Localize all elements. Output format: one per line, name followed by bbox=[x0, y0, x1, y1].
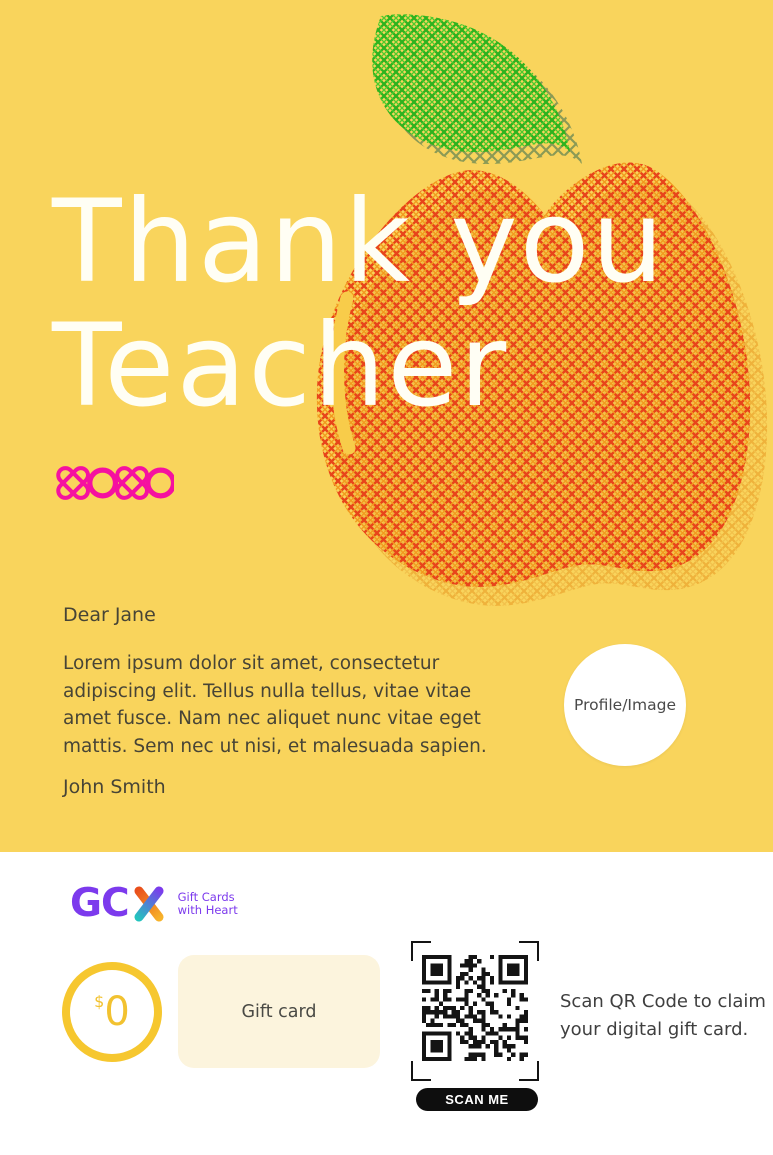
qr-corner-bracket bbox=[519, 1061, 539, 1081]
message-text bbox=[63, 650, 487, 760]
leaf bbox=[372, 14, 570, 152]
qr-instruction-line2: your digital gift card. bbox=[560, 1018, 749, 1040]
page-title bbox=[52, 175, 666, 432]
xoxo-icon bbox=[56, 461, 174, 505]
gcx-x-mark-icon bbox=[127, 882, 171, 926]
qr-instruction-line1: Scan QR Code to claim bbox=[560, 991, 766, 1012]
gift-card-button[interactable] bbox=[178, 955, 380, 1068]
logo-tagline bbox=[178, 891, 238, 918]
message-line: amet fusce. Nam nec aliquet nunc vitae eget bbox=[63, 708, 481, 729]
scan-me-button[interactable] bbox=[416, 1088, 538, 1111]
title-line-2: Teacher bbox=[52, 299, 509, 432]
gift-amount-badge bbox=[62, 962, 162, 1062]
message-line: mattis. Sem nec ut nisi, et malesuada sapien. bbox=[63, 735, 487, 757]
amount-value: 0 bbox=[104, 989, 130, 1035]
sender-name: John Smith bbox=[63, 776, 166, 798]
logo-tagline-line2: with Heart bbox=[177, 903, 238, 917]
qr-instruction bbox=[560, 988, 766, 1043]
title-line-1: Thank you bbox=[52, 175, 666, 308]
qr-code[interactable] bbox=[422, 955, 528, 1061]
logo-wordmark: GC bbox=[70, 881, 129, 926]
footer-section bbox=[0, 852, 773, 1155]
logo-tagline-line1: Gift Cards bbox=[177, 889, 235, 904]
message-line: Lorem ipsum dolor sit amet, consectetur bbox=[63, 653, 440, 674]
gift-card-label: Gift card bbox=[241, 1001, 317, 1022]
currency-symbol: $ bbox=[94, 992, 105, 1011]
gcx-logo[interactable] bbox=[70, 882, 238, 926]
scan-me-label: SCAN ME bbox=[445, 1092, 509, 1107]
profile-image-placeholder[interactable] bbox=[564, 644, 686, 766]
greeting-text: Dear Jane bbox=[63, 604, 156, 626]
profile-placeholder-label: Profile/Image bbox=[574, 696, 676, 714]
message-line: adipiscing elit. Tellus nulla tellus, vitae vitae bbox=[63, 680, 472, 702]
qr-scan-frame bbox=[411, 941, 539, 1081]
qr-corner-bracket bbox=[411, 1061, 431, 1081]
